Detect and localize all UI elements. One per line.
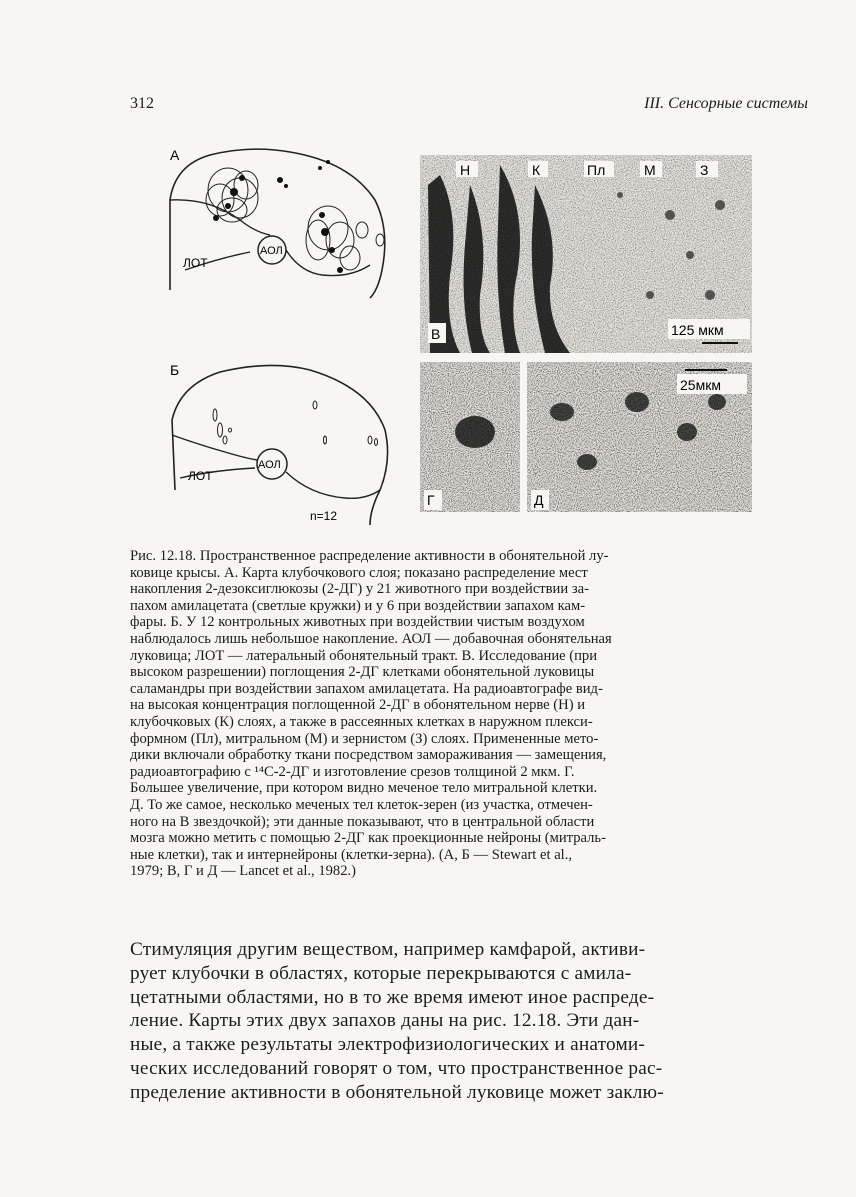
body-line: Стимуляция другим веществом, например камфарой, активи- bbox=[130, 939, 646, 960]
panel-b-diagram bbox=[130, 360, 400, 530]
panel-v-letter: В bbox=[431, 326, 441, 342]
panel-a-letter: А bbox=[170, 147, 180, 163]
body-paragraph bbox=[130, 938, 778, 1105]
panel-d-micrograph bbox=[527, 362, 752, 512]
caption-line: луковица; ЛОТ — латеральный обонятельный тракт. В. Исследование (при bbox=[130, 647, 598, 664]
caption-line: мозга можно метить с помощью 2-ДГ как проекционные нейроны (митраль- bbox=[130, 830, 606, 847]
panel-b-aol-label: АОЛ bbox=[258, 459, 281, 471]
panel-b-lot-label: ЛОТ bbox=[188, 469, 213, 483]
panel-g-letter: Г bbox=[427, 492, 435, 508]
layer-label-m: М bbox=[644, 162, 656, 178]
panel-b-n-label: n=12 bbox=[310, 509, 338, 523]
page-number: 312 bbox=[130, 95, 154, 112]
body-line: пределение активности в обонятельной луковице может заклю- bbox=[130, 1081, 664, 1103]
body-line: цетатными областями, но в то же время имеют иное распреде- bbox=[130, 986, 655, 1008]
layer-label-n: Н bbox=[460, 162, 471, 178]
layer-label-z: З bbox=[700, 162, 709, 178]
body-line: ление. Карты этих двух запахов даны на рис. 12.18. Эти дан- bbox=[130, 1010, 640, 1032]
running-header: III. Сенсорные системы bbox=[644, 95, 808, 112]
caption-line: 1979; В, Г и Д — Lancet et al., 1982.) bbox=[130, 863, 357, 880]
caption-line: высоком разрешении) поглощения 2-ДГ клетками обонятельной луковицы bbox=[130, 664, 595, 681]
panel-g-scale-label: 25мкм bbox=[680, 377, 721, 393]
figure-caption bbox=[130, 548, 780, 880]
caption-line: дики включали обработку ткани посредством замораживания — замещения, bbox=[130, 747, 607, 764]
layer-label-pl: Пл bbox=[587, 162, 606, 178]
caption-line: формном (Пл), митральном (М) и зернистом (З) слоях. Примененные мето- bbox=[130, 730, 599, 747]
caption-line: ные клетки), так и интернейроны (клетки-зерна). (А, Б — Stewart et al., bbox=[130, 846, 573, 863]
caption-line: фары. Б. У 12 контрольных животных при воздействии чистым воздухом bbox=[130, 614, 585, 631]
caption-line: ного на В звездочкой); эти данные показывают, что в центральной области bbox=[130, 813, 595, 830]
panel-g-micrograph bbox=[420, 362, 520, 512]
caption-line: клубочковых (К) слоях, а также в рассеянных клетках в наружном плекси- bbox=[130, 713, 593, 730]
panel-a-aol-label: АОЛ bbox=[260, 245, 283, 257]
panel-b-letter: Б bbox=[170, 362, 180, 378]
caption-line: саламандры при воздействии запахом амилацетата. На радиоавтографе вид- bbox=[130, 680, 603, 697]
panel-a-lot-label: ЛОТ bbox=[183, 256, 208, 270]
layer-label-k: К bbox=[532, 162, 541, 178]
caption-line: пахом амилацетата (светлые кружки) и у 6 при воздействии запахом кам- bbox=[130, 597, 586, 614]
caption-line: Рис. 12.18. Пространственное распределение активности в обонятельной лу- bbox=[130, 548, 609, 564]
panel-a-diagram bbox=[150, 140, 400, 300]
body-line: ческих исследований говорят о том, что пространственное рас- bbox=[130, 1057, 663, 1079]
panel-v-scale-label: 125 мкм bbox=[671, 322, 724, 338]
caption-line: наблюдалось лишь небольшое накопление. АОЛ — добавочная обонятельная bbox=[130, 630, 612, 647]
panel-v-micrograph bbox=[420, 155, 752, 353]
caption-line: Д. То же самое, несколько меченых тел клеток-зерен (из участка, отмечен- bbox=[130, 796, 593, 813]
caption-line: радиоавтографию с ¹⁴С-2-ДГ и изготовление срезов толщиной 2 мкм. Г. bbox=[130, 763, 575, 780]
caption-line: на высокая концентрация поглощенной 2-ДГ в обонятельном нерве (Н) и bbox=[130, 697, 586, 714]
body-line: рует клубочки в областях, которые перекрываются с амила- bbox=[130, 962, 632, 984]
caption-line: Большее увеличение, при котором видно меченое тело митральной клетки. bbox=[130, 780, 598, 797]
caption-line: ковице крысы. А. Карта клубочкового слоя; показано распределение мест bbox=[130, 564, 588, 581]
caption-line: накопления 2-дезоксиглюкозы (2-ДГ) у 21 животного при воздействии за- bbox=[130, 581, 589, 598]
panel-d-letter: Д bbox=[534, 492, 544, 508]
body-line: ные, а также результаты электрофизиологических и анатоми- bbox=[130, 1034, 646, 1056]
